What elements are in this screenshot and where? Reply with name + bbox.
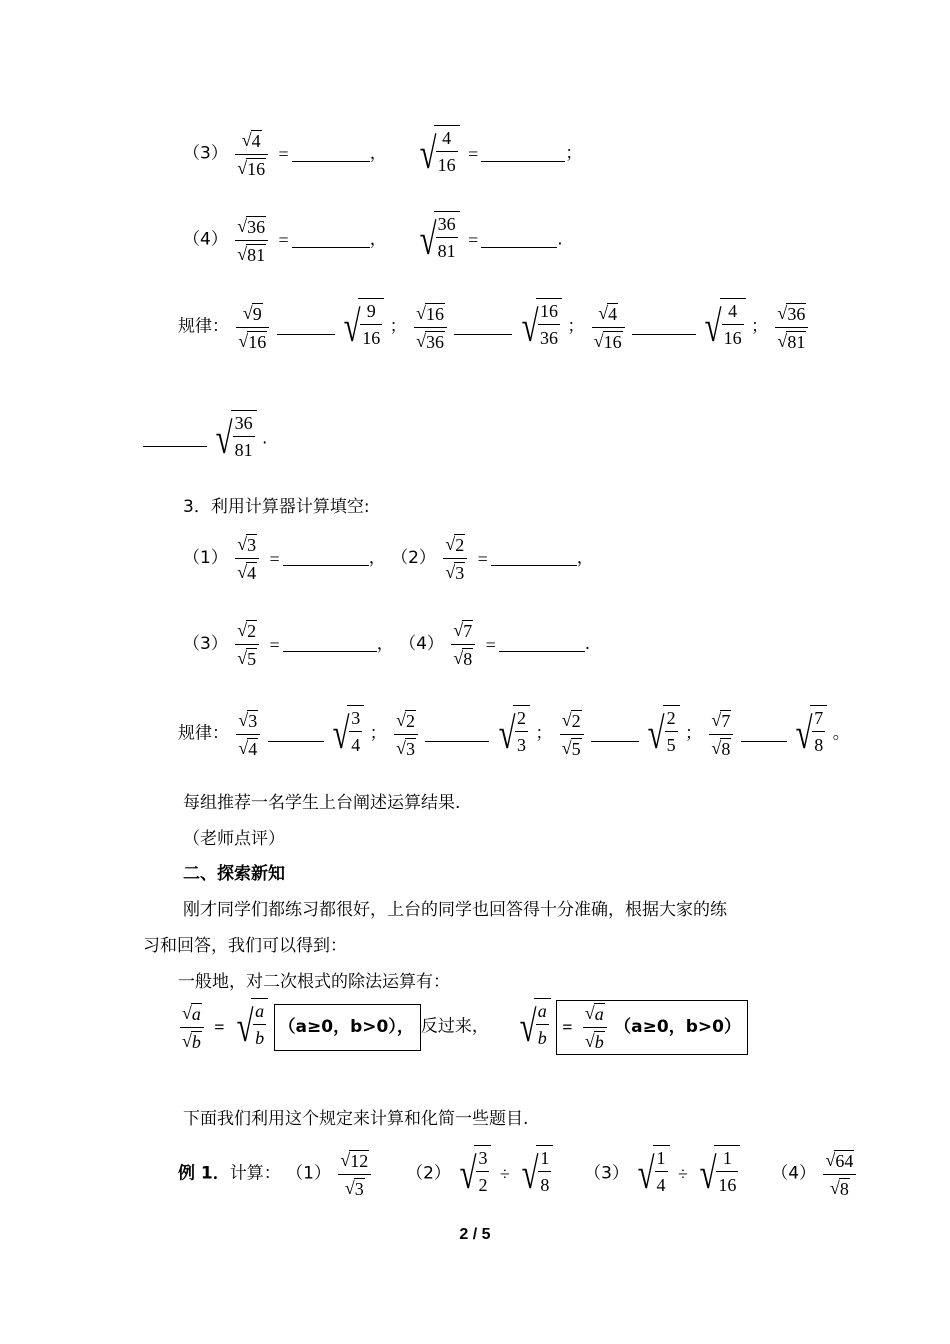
sqrt-36-over-81: √ $\frac{36}{81}$ [416, 211, 460, 269]
teacher-comment: （老师点评） [183, 829, 285, 849]
fraction-sqrt4-over-sqrt16: √ 4 √ 16 [235, 130, 268, 179]
answer-blank[interactable] [481, 233, 557, 248]
rule-blank[interactable] [591, 727, 639, 742]
sqrt-4-over-16: √ $\frac{4}{16}$ [416, 125, 460, 183]
rule-blank[interactable] [741, 727, 787, 742]
rule-blank[interactable] [454, 320, 512, 335]
answer-blank[interactable] [499, 637, 585, 652]
page-number: 2 / 5 [459, 1226, 491, 1243]
answer-blank[interactable] [283, 637, 377, 652]
rule-blank[interactable] [425, 727, 489, 742]
answer-blank[interactable] [491, 551, 577, 566]
next-statement: 下面我们利用这个规定来计算和化简一些题目. [183, 1109, 529, 1129]
section3-row-2: （3） √ 2 √ 5 = ， （4） √ 7 √ 8 = . [183, 620, 591, 669]
general-statement: 一般地，对二次根式的除法运算有： [178, 972, 450, 992]
item-label: （4） [183, 229, 228, 250]
item-label: （3） [183, 143, 228, 164]
answer-blank[interactable] [292, 233, 370, 248]
rule-blank[interactable] [143, 432, 207, 447]
answer-blank[interactable] [292, 147, 370, 162]
rule-row-1-continued: √ $\frac{36}{81}$ . [143, 410, 267, 468]
section3-row-1: （1） √ 3 √ 4 = ， （2） √ 2 √ 3 = ， [183, 534, 594, 583]
problem-3-row: （3） √ 4 √ 16 = ， √ $\frac{4}{16}$ = ； [183, 125, 582, 183]
condition-box: （a≥0，b>0）， [274, 1004, 421, 1051]
section-title: 二、探索新知 [183, 864, 285, 884]
rule-row-1: 规律： √ 9 √ 16 √ $\frac{9}{16}$ ； √ 16 √ 36 √ $\frac{16}{36}$ ； √ 4 √ 16 √ $\frac{4}{16}$ ； √ 36 √ 81 [178, 298, 810, 356]
answer-blank[interactable] [481, 147, 565, 162]
answer-blank[interactable] [283, 551, 369, 566]
section3-heading: 3．利用计算器计算填空: [183, 497, 370, 517]
rule-blank[interactable] [632, 320, 696, 335]
paragraph-line-2: 习和回答，我们可以得到： [143, 936, 347, 956]
section3-rule-row: 规律： √ 3 √ 4 √ $\frac{3}{4}$ ； √ 2 √ 3 √ $\frac{2}{3}$ ； √ 2 √ 5 √ $\frac{2}{5}$ ； √ 7 √ 8 √ $\frac{7}{8}$ 。 [178, 705, 850, 763]
example-label: 例 1． [178, 1163, 230, 1184]
reverse-formula-box: = √ a √ b （a≥0，b>0） [556, 1000, 748, 1055]
example-1-row: 例 1．计算： （1） √ 12 √ 3 （2） √ $\frac{3}{2}$ ÷ √ $\frac{1}{8}$ （3） √ $\frac{1}{4}$ ÷ √ $\frac{1}{16}$ （4） √ 64 √ 8 [178, 1145, 858, 1203]
rule-label: 规律： [178, 316, 229, 337]
problem-4-row: （4） √ 36 √ 81 = ， √ $\frac{36}{81}$ = . [183, 211, 563, 269]
reverse-text: 反过来， [420, 1016, 489, 1037]
rule-blank[interactable] [268, 727, 324, 742]
division-rule-formula: √ a √ b = √ $\frac{a}{b}$ （a≥0，b>0）， 反过来， √ $\frac{a}{b}$ = √ a √ b （a≥0，b>0） [178, 998, 748, 1056]
paragraph-line-1: 刚才同学们都练习都很好，上台的同学也回答得十分准确，根据大家的练 [183, 900, 727, 920]
recommend-text: 每组推荐一名学生上台阐述运算结果. [183, 793, 461, 813]
rule-blank[interactable] [277, 320, 335, 335]
fraction-sqrt36-over-sqrt81: √ 36 √ 81 [235, 216, 268, 265]
